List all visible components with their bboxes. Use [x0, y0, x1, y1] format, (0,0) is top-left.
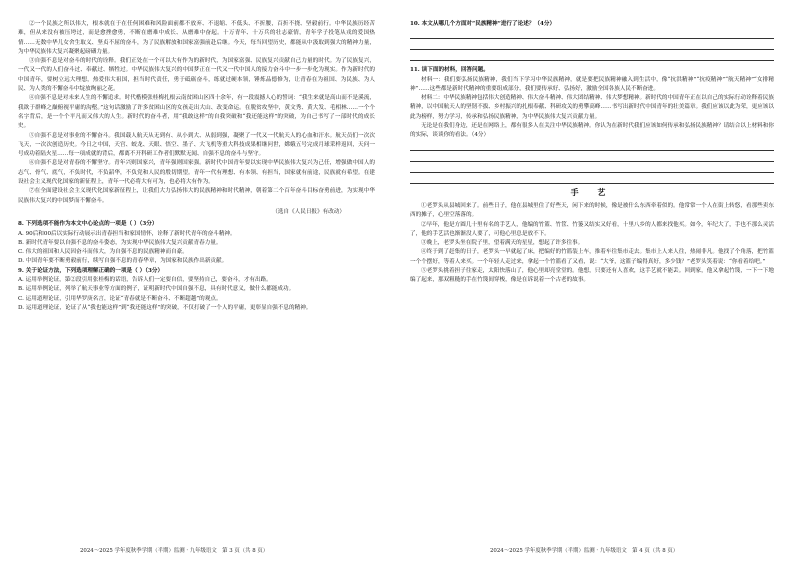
question-8-stem: 8. 下列选项不能作为本文中心论点的一项是（ ）（3分）	[18, 221, 158, 228]
answer-line[interactable]	[410, 163, 774, 173]
option-9c: C. 运用道理论证，引用华罗庚名言，论证“青春就是不断奋斗、不断超越”的观点。	[18, 295, 222, 302]
story-paragraph: ①老罗头从县城回来了。前些日子，他在县城里住了好些天，闲下来的时候，像是被什么东西牵着似的。他常常一个人在街上转悠，看那些卖东西的摊子，心里空落落的。	[410, 202, 774, 219]
material-two: 材料二：中华民族精神包括伟大创造精神、伟大奋斗精神、伟大团结精神、伟大梦想精神。新时代的中国青年正在以自己的实际行动诠释着民族精神，以中国航天人的坚韧不拔、乡村振兴的扎根奉献、科研攻关的勇攀高峰……书写出新时代中国青年的壮美篇章。我们应该以此为荣，更应该以此为榜样，努力学习，传承和弘扬民族精神，为中华民族伟大复兴贡献力量。	[410, 95, 774, 120]
material-one: 材料一：我们要弘扬民族精神，我们当下学习中华民族精神，就是要把民族精神融入到生活中，像“抗洪精神”“抗疫精神”“航天精神”“女排精神”……这些都是新时代精神的重要组成部分，我们要传承好、弘扬好，激励全国各族人民不断奋进。	[410, 76, 774, 92]
story-paragraph: ④终于到了赶集的日子，老罗头一早就起了床，把编好的竹篮装上车，推着车往集市走去。集市上人来人往，热闹非凡。他找了个角落，把竹篮一个个摆好，等着人来买。一个年轻人走过来，拿起一个竹篮看了又看，说：“大爷，这篮子编得真好，多少钱？”老罗头笑着说：“你看着给吧。”	[410, 249, 774, 265]
story-paragraph: ②早年，他是方圆几十里有名的手艺人，他编的竹篮、竹筐、竹篓又结实又好看，十里八乡的人都来找他买。如今，年纪大了，手也不那么灵活了，他的手艺活也渐渐没人要了，可他心里总是放不下。	[410, 221, 774, 237]
option-8b: B. 新时代青年要以自强不息的奋斗姿态，为实现中华民族伟大复兴贡献青春力量。	[18, 239, 222, 246]
option-8d: D. 中国青年要不断勇毅前行，续写自强不息的青春华章，为国家和民族作出新贡献。	[18, 258, 228, 265]
question-9-stem: 9. 关于论证方法，下列选项理解正确的一项是（ ）（3分）	[18, 267, 164, 274]
option-9a: A. 运用举例论证，第②段引用张桂梅的话语，告诉人们一定要自信，要坚持自己，要奋斗，才有出路。	[18, 277, 272, 284]
option-8c: C. 伟大的祖国和人民因奋斗而伟大，为自强不息的民族精神而自豪。	[18, 249, 188, 256]
right-page	[410, 20, 774, 286]
option-8a: A. 90后和00后以实际行动展示出青春担当和家国情怀，诠释了新时代青年的奋斗精神。	[18, 230, 236, 237]
question-11-prompt: 无论是在我们身边，还是在网络上，都有很多人在关注中华民族精神。你认为在新时代我们应该如何传承和弘扬民族精神？请结合以上材料和你的实际，谈谈你的看法。（4分）	[410, 123, 774, 139]
question-10-stem: 10. 本文从哪几个方面对“民族精神”进行了论述？（4分）	[410, 21, 556, 27]
answer-line[interactable]	[410, 174, 774, 184]
paragraph: ⑥自强不息是对青春的不懈坚守。青年兴则国家兴，青年强则国家强。新时代中国青年要以实现中华民族伟大复兴为己任，增强做中国人的志气、骨气、底气，不负时代，不负韶华，不负党和人民的殷切期望。青年一代有理想、有本领、有担当，国家就有前途，民族就有希望。在建设社会主义现代化国家的新征程上，青年一代必将大有可为，也必将大有作为。	[18, 160, 375, 186]
story-paragraph: ⑤老罗头挑着担子往家走，太阳快落山了，他心里却亮堂堂的。他想，只要还有人喜欢，这手艺就不能丢。回到家，他又拿起竹篾，一下一下地编了起来，那双粗糙的手在竹篾间穿梭，像是在诉说着一个古老的故事。	[410, 268, 774, 284]
option-9b: B. 运用举例论证，列举了航天事业等方面的例子，证明新时代中国自强不息，具有时代意义，做什么都能成功。	[18, 286, 295, 293]
page-footer-right: 2024～2025 学年度秋季学期（半期）监测 · 九年级语文 第 4 页（共 8 页）	[490, 548, 679, 554]
paragraph: ⑦在全面建设社会主义现代化国家新征程上，让我们大力弘扬伟大的民族精神和时代精神，朝着第二个百年奋斗目标奋勇前进，为实现中华民族伟大复兴的中国梦而不懈奋斗。	[18, 188, 375, 204]
page-footer-left: 2024～2025 学年度秋季学期（半期）监测 · 九年级语文 第 3 页（共 8 页）	[80, 548, 269, 554]
answer-line[interactable]	[410, 29, 774, 39]
story-paragraph: ③晚上，老罗头坐在院子里，望着满天的星星，想起了许多往事。	[421, 240, 584, 247]
answer-line[interactable]	[410, 40, 774, 50]
paragraph: ③自强不息是对奋斗的时代的诠释。我们正处在一个可以大有作为的新时代，为国家富强、民族复兴贡献自己力量的时代。为了民族复兴，一代又一代的人们奋斗过、奉献过、牺牲过。中华民族伟大复兴的中国梦正在一代又一代中国人的接力奋斗中一步一步化为现实。作为新时代的中国青年，要树立远大理想，热爱伟大祖国，担当时代责任，勇于砥砺奋斗，练就过硬本领，锤炼品德修为，让青春在为祖国、为民族、为人民、为人类的不懈奋斗中绽放绚丽之花。	[18, 58, 375, 93]
option-9d: D. 运用道理论证，论证了从“我也能这样”到“我还能这样”的突破，不仅打破了一个人的平庸，更彰显自强不息的精神。	[18, 304, 312, 311]
paragraph: ④自强不息是对未来人生的不懈追求。时代楷模张桂梅扎根云南贫困山区四十余年，有一段震撼人心的誓词：“我生来就是高山而不是溪流，我欲于群峰之巅俯视平庸的沟壑。”这句话激励了许多贫困山区的女孩走出大山、改变命运。在脱贫攻坚中，黄文秀、黄大发、毛相林……一个个名字背后，是一个个平凡而又伟大的人生。新时代的奋斗者，用“我敢这样”的自我突破和“我还能这样”的突破，为自己书写了一部时代的成长史。	[18, 95, 375, 130]
story-title: 手 艺	[570, 186, 614, 197]
left-page	[18, 20, 375, 313]
answer-line[interactable]	[410, 152, 774, 162]
question-11-stem: 11. 读下面的材料，回答问题。	[410, 67, 489, 74]
answer-line[interactable]	[410, 141, 774, 151]
source-note: （选自《人民日报》有改动）	[272, 208, 345, 215]
answer-line[interactable]	[410, 51, 774, 61]
paragraph: ②一个民族之所以伟大，根本就在于在任何困难和风险面前都不放弃、不退缩、不低头、不折腰，百折不挠、坚毅前行。中华民族历经苦难，但从来没有被压垮过，而是愈挫愈勇，不断在磨难中成长、从磨难中奋起。十万青年、十万兵的壮志豪情，青年学子投笔从戎的爱国热情……无数中华儿女舍生取义、坚贞不屈的奋斗，为了民族解放和国家富强前赴后继。今天，每当回望历史，都能从中汲取到强大的精神力量，为中华民族伟大复兴凝聚起磅礴力量。	[18, 21, 375, 55]
paragraph: ⑤自强不息是对事业的不懈奋斗。我国载人航天从无到有、从小到大、从弱到强，凝聚了一代又一代航天人的心血和汗水。航天员们一次次飞天，一次次创造历史。今日之中国，天宫、蛟龙、天眼、悟空、墨子、大飞机等重大科技成果相继问世，嫦娥五号完成月球采样返回，天问一号成功着陆火星……每一项成就的背后，都离不开科研工作者们默默无闻、自强不息的奋斗与坚守。	[18, 132, 375, 158]
